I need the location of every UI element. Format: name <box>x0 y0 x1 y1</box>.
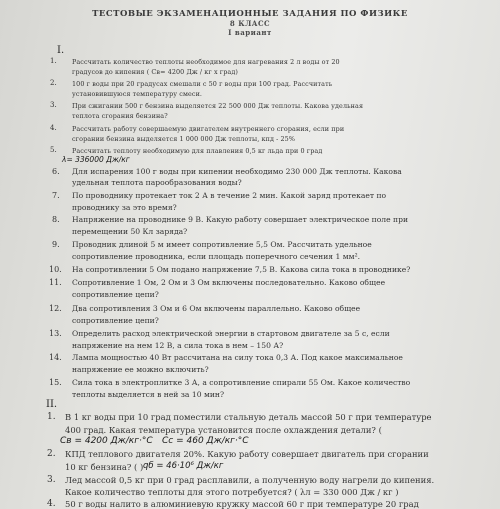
question-line: Два сопротивления 3 Ом и 6 Ом включены параллельно. Каково общее <box>72 304 361 313</box>
question-line: удельная теплота парообразования воды? <box>72 178 242 187</box>
question-line: Для испарения 100 г воды при кипении необходимо 230 000 Дж теплоты. Какова <box>72 167 402 176</box>
question-line: сопротивление проводника, если площадь поперечного сечения 1 мм². <box>72 252 361 261</box>
question-line: При сжигании 500 г бензина выделяется 22 500 000 Дж теплоты. Какова удельная <box>72 102 364 110</box>
question-line: установившуюся температуру смеси. <box>72 90 203 98</box>
question-line: проводнику за это время? <box>72 203 177 212</box>
question-line: Сила тока в электроплитке 3 А, а сопротивление спирали 55 Ом. Какое количество <box>72 378 411 387</box>
question-number: 11. <box>49 278 62 287</box>
question-line: Напряжение на проводнике 9 В. Какую работу совершает электрическое поле при <box>72 215 409 224</box>
question-line: Рассчитать теплоту необходимую для плавления 0,5 кг льда при 0 град <box>72 147 323 155</box>
question-line: Сопротивление 1 Ом, 2 Ом и 3 Ом включены последовательно. Каково общее <box>72 278 386 287</box>
question-number: 5. <box>50 146 57 154</box>
question-line: перемещении 50 Кл заряда? <box>72 227 188 236</box>
question-number: 7. <box>52 191 60 200</box>
question-number: 1. <box>47 412 56 422</box>
question-line: 400 град. Какая температура установится после охлаждения детали? ( <box>65 425 382 435</box>
question-line: сгорании бензина выделяется 1 000 000 Дж теплоты, кпд - 25% <box>72 135 296 143</box>
question-number: 12. <box>49 304 62 313</box>
question-number: 14. <box>49 353 62 362</box>
question-line: В 1 кг воды при 10 град поместили стальную деталь массой 50 г при температуре <box>65 412 432 422</box>
question-line: напряжение ее можно включить? <box>72 365 209 374</box>
question-line: 10 кг бензина? ( ) <box>65 462 144 472</box>
question-line: теплоты выделяется в ней за 10 мин? <box>72 390 225 399</box>
handwritten-note: Св = 4200 Дж/кг·°С <box>60 436 153 446</box>
handwritten-note: qб = 46·10⁶ Дж/кг <box>143 461 224 471</box>
grade-label: 8 КЛАСС <box>229 19 271 28</box>
question-line: Какое количество теплоты для этого потребуется? ( <box>65 487 298 497</box>
question-line: 50 г воды налито в алюминиевую кружку массой 60 г при температуре 20 град <box>65 499 419 509</box>
question-number: 3. <box>47 475 56 485</box>
question-number: 10. <box>49 265 62 274</box>
section-1-label: I. <box>57 45 65 56</box>
question-line: Лампа мощностью 40 Вт рассчитана на силу тока 0,3 А. Под какое максимальное <box>72 353 403 362</box>
question-number: 2. <box>50 79 57 87</box>
variant-label: I вариант <box>228 28 272 37</box>
question-number: 3. <box>50 101 57 109</box>
question-number: 13. <box>49 329 62 338</box>
question-line: 100 г воды при 20 градусах смешали с 50 г воды при 100 град. Рассчитать <box>72 80 333 88</box>
question-number: 9. <box>52 240 60 249</box>
question-line: сопротивление цепи? <box>72 290 159 299</box>
question-number: 2. <box>47 449 56 459</box>
section-2-label: II. <box>46 399 58 410</box>
question-number: 4. <box>47 499 56 509</box>
question-line: Лед массой 0,5 кг при 0 град расплавили, а полученную воду нагрели до кипения. <box>65 475 435 485</box>
question-number: 6. <box>52 167 60 176</box>
question-number: 4. <box>50 124 57 132</box>
question-line: напряжение на нем 12 В, а сила тока в нем – 150 А? <box>72 341 284 350</box>
question-line: сопротивление цепи? <box>72 316 159 325</box>
question-number: 8. <box>52 215 60 224</box>
exam-title: ТЕСТОВЫЕ ЭКЗАМЕНАЦИОННЫЕ ЗАДАНИЯ ПО ФИЗИКЕ <box>92 9 408 19</box>
question-line: теплота сгорания бензина? <box>72 112 168 120</box>
handwritten-note: Сс = 460 Дж/кг·°С <box>162 436 249 446</box>
question-line: Рассчитать работу совершаемую двигателем внутреннего сгорания, если при <box>72 125 345 133</box>
question-line: λл = 330 000 Дж / кг ) <box>300 487 399 497</box>
question-line: По проводнику протекает ток 2 А в течение 2 мин. Какой заряд протекает по <box>72 191 387 200</box>
question-line: КПД теплового двигателя 20%. Какую работу совершает двигатель при сгорании <box>65 449 429 459</box>
question-line: Определить расход электрической энергии в стартовом двигателе за 5 с, если <box>72 329 390 338</box>
question-line: градусов до кипения ( Св= 4200 Дж / кг х град) <box>72 68 238 76</box>
question-line: Рассчитать количество теплоты необходимое для нагревания 2 л воды от 20 <box>72 58 340 66</box>
handwritten-note: λ= 336000 Дж/кг <box>62 155 130 164</box>
question-line: На сопротивлении 5 Ом подано напряжение 7,5 В. Какова сила тока в проводнике? <box>72 265 411 274</box>
question-line: Проводник длиной 5 м имеет сопротивление 5,5 Ом. Рассчитать удельное <box>72 240 372 249</box>
question-number: 1. <box>50 57 57 65</box>
question-number: 15. <box>49 378 62 387</box>
